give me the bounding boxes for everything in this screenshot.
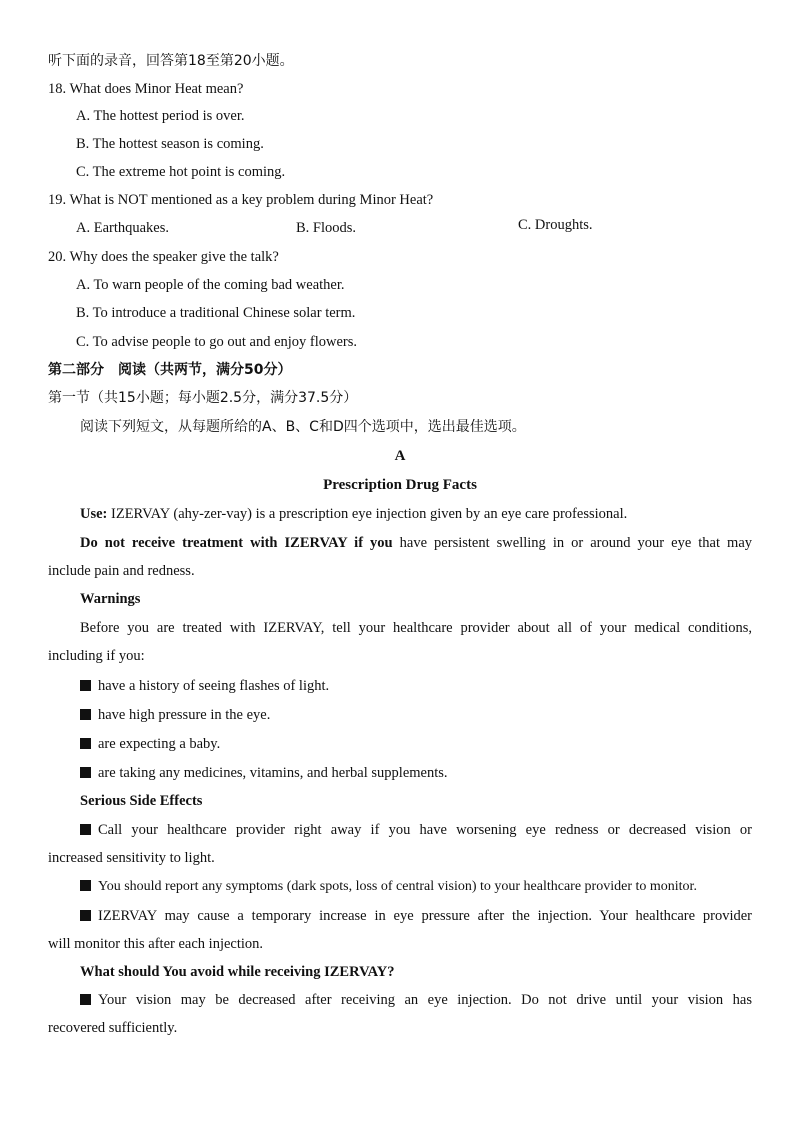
warning-item: [80, 734, 220, 754]
bullet-square-icon: [80, 824, 91, 835]
side-effect-text: Call your healthcare provider right away if you have worsening eye redness or decreased vision or: [98, 822, 752, 838]
side-effect-item: [80, 820, 752, 840]
warning-item-text: have a history of seeing flashes of light.: [98, 678, 330, 694]
question-20-option-b: B. To introduce a traditional Chinese solar term.: [76, 305, 356, 321]
donot-paragraph: [80, 533, 752, 553]
side-effect-text: You should report any symptoms (dark spots, loss of central vision) to your healthcare provider to monitor.: [98, 879, 697, 894]
question-18-stem: 18. What does Minor Heat mean?: [48, 81, 244, 97]
warning-item: [80, 705, 270, 725]
use-label: Use:: [80, 506, 108, 522]
avoid-continuation: recovered sufficiently.: [48, 1020, 178, 1036]
bullet-square-icon: [80, 880, 91, 891]
question-19-stem: 19. What is NOT mentioned as a key problem during Minor Heat?: [48, 192, 434, 208]
listening-intro: 听下面的录音，回答第18至第20小题。: [48, 53, 294, 69]
bullet-square-icon: [80, 738, 91, 749]
donot-bold-text: Do not receive treatment with IZERVAY if you: [80, 535, 393, 551]
question-20-option-a: A. To warn people of the coming bad weather.: [76, 277, 345, 293]
question-20-option-c: C. To advise people to go out and enjoy flowers.: [76, 334, 358, 350]
bullet-square-icon: [80, 994, 91, 1005]
question-18-option-a: A. The hottest period is over.: [76, 108, 245, 124]
section-one-title: 第一节（共15小题；每小题2.5分，满分37.5分）: [48, 390, 358, 406]
warning-item-text: are expecting a baby.: [98, 736, 221, 752]
avoid-item: [80, 990, 752, 1010]
side-effect-item: [80, 877, 697, 897]
question-18-option-c: C. The extreme hot point is coming.: [76, 164, 286, 180]
question-19-option-c: C. Droughts.: [518, 217, 593, 233]
side-effect-continuation: increased sensitivity to light.: [48, 850, 215, 866]
side-effect-continuation: will monitor this after each injection.: [48, 936, 264, 952]
warning-item-text: have high pressure in the eye.: [98, 707, 271, 723]
question-18-option-b: B. The hottest season is coming.: [76, 136, 264, 152]
bullet-square-icon: [80, 767, 91, 778]
side-effects-heading: Serious Side Effects: [80, 793, 203, 809]
passage-letter: A: [394, 448, 406, 464]
warnings-intro-continuation: including if you:: [48, 648, 145, 664]
donot-continuation: include pain and redness.: [48, 563, 195, 579]
avoid-text: Your vision may be decreased after receiving an eye injection. Do not drive until your vision has: [98, 992, 752, 1008]
avoid-heading: What should You avoid while receiving IZERVAY?: [80, 964, 395, 980]
warning-item-text: are taking any medicines, vitamins, and herbal supplements.: [98, 765, 448, 781]
side-effect-item: [80, 906, 752, 926]
reading-instruction: 阅读下列短文，从每题所给的A、B、C和D四个选项中，选出最佳选项。: [80, 419, 526, 435]
warnings-heading: Warnings: [80, 591, 141, 607]
side-effect-text: IZERVAY may cause a temporary increase in eye pressure after the injection. Your healthcare provider: [98, 908, 752, 924]
bullet-square-icon: [80, 709, 91, 720]
donot-text: have persistent swelling in or around your eye that may: [399, 535, 753, 551]
warnings-intro: Before you are treated with IZERVAY, tell your healthcare provider about all of your medical conditions,: [80, 620, 752, 636]
warning-item: [80, 763, 448, 783]
question-19-option-b: B. Floods.: [296, 220, 357, 236]
passage-title: Prescription Drug Facts: [323, 477, 477, 493]
warning-item: [80, 676, 329, 696]
question-19-option-a: A. Earthquakes.: [76, 220, 170, 236]
use-paragraph: [80, 504, 627, 524]
bullet-square-icon: [80, 680, 91, 691]
question-20-stem: 20. Why does the speaker give the talk?: [48, 249, 279, 265]
bullet-square-icon: [80, 910, 91, 921]
part-two-title: 第二部分 阅读（共两节，满分50分）: [48, 362, 292, 378]
use-text: IZERVAY (ahy-zer-vay) is a prescription eye injection given by an eye care professional.: [111, 506, 628, 522]
